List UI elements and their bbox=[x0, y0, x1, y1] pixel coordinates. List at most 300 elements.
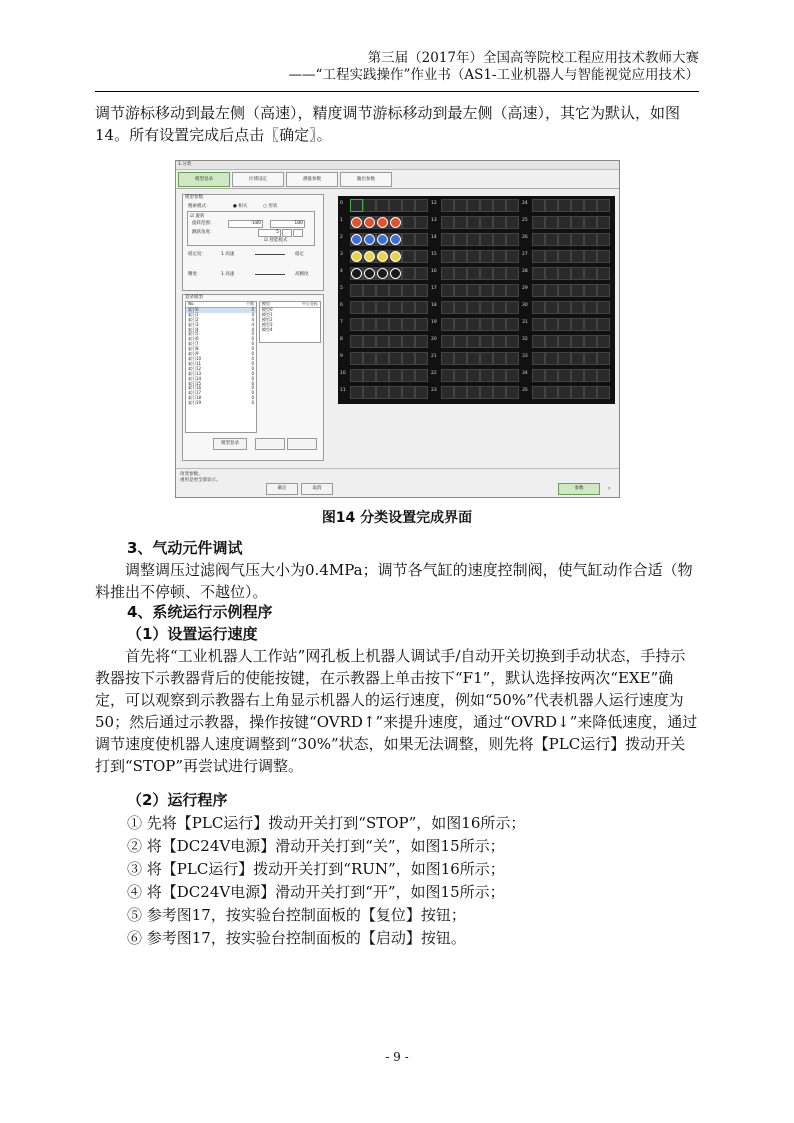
sample-piece-icon bbox=[390, 268, 401, 279]
grid-cell[interactable] bbox=[532, 284, 545, 297]
grid-cell[interactable] bbox=[454, 233, 467, 246]
grid-cell[interactable] bbox=[454, 250, 467, 263]
grid-cell[interactable] bbox=[363, 199, 376, 212]
grid-cell[interactable] bbox=[506, 199, 519, 212]
grid-cell[interactable] bbox=[532, 369, 545, 382]
grid-label: 5 bbox=[340, 286, 343, 291]
grid-cell[interactable] bbox=[402, 233, 415, 246]
index-name: 索引17 bbox=[188, 390, 202, 396]
grid-cell[interactable] bbox=[558, 301, 571, 314]
grid-cell[interactable] bbox=[545, 233, 558, 246]
grid-cell[interactable] bbox=[402, 267, 415, 280]
grid-cell[interactable] bbox=[376, 284, 389, 297]
grid-cell[interactable] bbox=[506, 318, 519, 331]
grid-cell[interactable] bbox=[506, 216, 519, 229]
chevron-right-icon[interactable]: › bbox=[608, 485, 611, 492]
grid-cell[interactable] bbox=[584, 335, 597, 348]
grid-cell[interactable] bbox=[480, 352, 493, 365]
grid-cell[interactable] bbox=[441, 301, 454, 314]
grid-cell[interactable] bbox=[545, 250, 558, 263]
grid-cell[interactable] bbox=[584, 386, 597, 399]
step-5: ⑤ 参考图17，按实验台控制面板的【复位】按钮； bbox=[127, 906, 466, 924]
grid-cell[interactable] bbox=[389, 352, 402, 365]
grid-cell[interactable] bbox=[532, 233, 545, 246]
grid-cell[interactable] bbox=[454, 199, 467, 212]
tab-region-settings[interactable]: 区域设定 bbox=[232, 172, 284, 187]
grid-cell[interactable] bbox=[493, 335, 506, 348]
stability-slider[interactable] bbox=[255, 254, 285, 255]
grid-cell[interactable] bbox=[376, 267, 389, 280]
grid-cell[interactable] bbox=[480, 318, 493, 331]
grid-cell[interactable] bbox=[467, 284, 480, 297]
grid-cell[interactable] bbox=[389, 284, 402, 297]
index-name: 索引16 bbox=[188, 385, 202, 391]
index-name: 索引5 bbox=[188, 331, 199, 337]
grid-cell[interactable] bbox=[584, 284, 597, 297]
grid-label: 10 bbox=[340, 371, 346, 376]
grid-cell[interactable] bbox=[454, 335, 467, 348]
grid-cell[interactable] bbox=[363, 386, 376, 399]
disabled-button-1[interactable] bbox=[255, 438, 285, 450]
grid-cell[interactable] bbox=[454, 369, 467, 382]
tab-measure-params[interactable]: 测量参数 bbox=[286, 172, 338, 187]
grid-cell[interactable] bbox=[350, 216, 363, 229]
rotation-max-field[interactable]: 180 bbox=[270, 220, 305, 228]
grid-cell[interactable] bbox=[467, 369, 480, 382]
sample-piece-icon bbox=[377, 217, 388, 228]
grid-cell[interactable] bbox=[584, 301, 597, 314]
grid-cell[interactable] bbox=[467, 267, 480, 280]
grid-cell[interactable] bbox=[389, 318, 402, 331]
grid-cell[interactable] bbox=[363, 267, 376, 280]
grid-label: 11 bbox=[340, 388, 346, 393]
grid-cell[interactable] bbox=[558, 386, 571, 399]
grid-cell[interactable] bbox=[454, 267, 467, 280]
grid-cell[interactable] bbox=[545, 369, 558, 382]
grid-cell[interactable] bbox=[415, 352, 428, 365]
grid-cell[interactable] bbox=[506, 250, 519, 263]
grid-cell[interactable] bbox=[441, 250, 454, 263]
result-grid bbox=[338, 196, 615, 404]
grid-cell[interactable] bbox=[363, 301, 376, 314]
grid-cell[interactable] bbox=[467, 386, 480, 399]
grid-cell[interactable] bbox=[545, 335, 558, 348]
grid-cell[interactable] bbox=[493, 267, 506, 280]
grid-cell[interactable] bbox=[558, 369, 571, 382]
rotation-label: 旋转 bbox=[195, 214, 205, 219]
grid-cell[interactable] bbox=[467, 352, 480, 365]
grid-cell[interactable] bbox=[350, 267, 363, 280]
grid-label: 18 bbox=[431, 303, 437, 308]
grid-cell[interactable] bbox=[363, 233, 376, 246]
grid-cell[interactable] bbox=[389, 233, 402, 246]
grid-cell[interactable] bbox=[532, 267, 545, 280]
cancel-button[interactable]: 取消 bbox=[301, 483, 333, 495]
grid-cell[interactable] bbox=[480, 335, 493, 348]
grid-cell[interactable] bbox=[558, 233, 571, 246]
grid-cell[interactable] bbox=[493, 216, 506, 229]
index-name: 索引0 bbox=[188, 306, 199, 312]
grid-cell[interactable] bbox=[558, 284, 571, 297]
grid-cell[interactable] bbox=[402, 199, 415, 212]
grid-cell[interactable] bbox=[376, 216, 389, 229]
grid-cell[interactable] bbox=[480, 386, 493, 399]
grid-cell[interactable] bbox=[493, 250, 506, 263]
grid-cell[interactable] bbox=[571, 386, 584, 399]
grid-cell[interactable] bbox=[480, 216, 493, 229]
grid-cell[interactable] bbox=[454, 216, 467, 229]
grid-cell[interactable] bbox=[350, 318, 363, 331]
grid-cell[interactable] bbox=[454, 386, 467, 399]
grid-cell[interactable] bbox=[363, 250, 376, 263]
grid-cell[interactable] bbox=[493, 301, 506, 314]
grid-cell[interactable] bbox=[415, 318, 428, 331]
index-name: 索引14 bbox=[188, 375, 202, 381]
grid-cell[interactable] bbox=[389, 250, 402, 263]
grid-cell[interactable] bbox=[584, 267, 597, 280]
grid-cell[interactable] bbox=[558, 199, 571, 212]
grid-cell[interactable] bbox=[493, 284, 506, 297]
radio-corr[interactable]: ● 相关 bbox=[233, 204, 248, 209]
grid-cell[interactable] bbox=[415, 250, 428, 263]
sample-piece-icon bbox=[351, 217, 362, 228]
grid-cell[interactable] bbox=[441, 216, 454, 229]
grid-cell[interactable] bbox=[584, 233, 597, 246]
model-params-group bbox=[182, 194, 324, 291]
list-item[interactable]: 模型0 bbox=[262, 306, 273, 312]
grid-cell[interactable] bbox=[467, 335, 480, 348]
grid-cell[interactable] bbox=[467, 250, 480, 263]
grid-cell[interactable] bbox=[454, 318, 467, 331]
list-item[interactable]: 模型1 bbox=[262, 311, 273, 317]
grid-cell[interactable] bbox=[480, 250, 493, 263]
list-item[interactable]: 模型3 bbox=[262, 321, 273, 327]
index-count: 0 bbox=[251, 341, 254, 347]
grid-cell[interactable] bbox=[467, 301, 480, 314]
grid-cell[interactable] bbox=[363, 335, 376, 348]
grid-cell[interactable] bbox=[532, 250, 545, 263]
grid-cell[interactable] bbox=[545, 284, 558, 297]
grid-cell[interactable] bbox=[441, 318, 454, 331]
grid-cell[interactable] bbox=[454, 284, 467, 297]
steps-list bbox=[127, 812, 525, 950]
index-count: 0 bbox=[251, 365, 254, 371]
grid-cell[interactable] bbox=[480, 233, 493, 246]
index-count: 0 bbox=[251, 306, 254, 312]
index-count: 0 bbox=[251, 336, 254, 342]
grid-cell[interactable] bbox=[571, 335, 584, 348]
index-name: 索引13 bbox=[188, 370, 202, 376]
grid-cell[interactable] bbox=[571, 352, 584, 365]
grid-cell[interactable] bbox=[389, 386, 402, 399]
grid-cell[interactable] bbox=[376, 301, 389, 314]
grid-cell[interactable] bbox=[415, 216, 428, 229]
grid-cell[interactable] bbox=[376, 352, 389, 365]
grid-cell[interactable] bbox=[402, 335, 415, 348]
grid-cell[interactable] bbox=[467, 199, 480, 212]
sub1-title: （1）设置运行速度 bbox=[127, 625, 258, 643]
grid-cell[interactable] bbox=[597, 335, 610, 348]
grid-cell[interactable] bbox=[350, 369, 363, 382]
grid-cell[interactable] bbox=[415, 199, 428, 212]
tab-output-params[interactable]: 输出参数 bbox=[340, 172, 392, 187]
grid-cell[interactable] bbox=[493, 318, 506, 331]
grid-cell[interactable] bbox=[597, 352, 610, 365]
grid-cell[interactable] bbox=[532, 199, 545, 212]
grid-label: 8 bbox=[340, 337, 343, 342]
rotation-checkbox[interactable]: ☑ 旋转 bbox=[190, 214, 205, 219]
grid-cell[interactable] bbox=[597, 284, 610, 297]
index-name: 索引3 bbox=[188, 321, 199, 327]
grid-cell[interactable] bbox=[558, 216, 571, 229]
next-button[interactable]: 参数 bbox=[558, 483, 600, 495]
grid-cell[interactable] bbox=[493, 233, 506, 246]
index-name: 索引2 bbox=[188, 316, 199, 322]
sample-piece-icon bbox=[390, 251, 401, 262]
grid-cell[interactable] bbox=[597, 301, 610, 314]
grid-cell[interactable] bbox=[506, 267, 519, 280]
grid-cell[interactable] bbox=[350, 335, 363, 348]
grid-cell[interactable] bbox=[376, 318, 389, 331]
grid-cell[interactable] bbox=[350, 386, 363, 399]
grid-cell[interactable] bbox=[532, 216, 545, 229]
radio-shape[interactable]: ○ 形状 bbox=[263, 204, 278, 209]
sub1-text: 首先将“工业机器人工作站”网孔板上机器人调试手/自动开关切换到手动状态，手持示教器按下示教器背后的使能按键，在示教器上单击按下“F1”，默认选择按两次“EXE”确定，可以观察到示教器右上角显示机器人的运行速度，例如“50%”代表机器人运行速度为50；然后通过示教器，操作按键“OVRD↑”来提升速度，通过“OVRD↓”来降低速度，通过调节速度使机器人速度调整到“30%”状态，如果无法调整，则先将【PLC运行】拨动开关打到“STOP”再尝试进行调整。 bbox=[95, 647, 698, 775]
precision-slider[interactable] bbox=[255, 274, 285, 275]
grid-cell[interactable] bbox=[584, 216, 597, 229]
grid-cell[interactable] bbox=[389, 216, 402, 229]
grid-cell[interactable] bbox=[363, 369, 376, 382]
grid-cell[interactable] bbox=[506, 301, 519, 314]
grid-label: 29 bbox=[522, 286, 528, 291]
grid-label: 22 bbox=[431, 371, 437, 376]
sample-piece-icon bbox=[364, 251, 375, 262]
radio-corr-label: 相关 bbox=[238, 204, 248, 209]
index-count: 0 bbox=[251, 360, 254, 366]
grid-cell[interactable] bbox=[571, 250, 584, 263]
grid-cell[interactable] bbox=[597, 199, 610, 212]
smart-mode-label: 智能模式 bbox=[269, 238, 288, 243]
grid-label: 25 bbox=[522, 218, 528, 223]
grid-label: 35 bbox=[522, 388, 528, 393]
grid-cell[interactable] bbox=[545, 352, 558, 365]
grid-cell[interactable] bbox=[532, 335, 545, 348]
grid-cell[interactable] bbox=[480, 199, 493, 212]
index-count: 0 bbox=[251, 355, 254, 361]
grid-cell[interactable] bbox=[506, 335, 519, 348]
model-list[interactable] bbox=[259, 301, 321, 343]
grid-cell[interactable] bbox=[584, 352, 597, 365]
grid-cell[interactable] bbox=[532, 301, 545, 314]
grid-cell[interactable] bbox=[441, 369, 454, 382]
list-item[interactable] bbox=[186, 401, 256, 406]
grid-cell[interactable] bbox=[584, 369, 597, 382]
grid-cell[interactable] bbox=[597, 267, 610, 280]
increment-icon[interactable] bbox=[293, 229, 303, 237]
grid-cell[interactable] bbox=[532, 386, 545, 399]
grid-cell[interactable] bbox=[363, 284, 376, 297]
grid-cell[interactable] bbox=[571, 199, 584, 212]
grid-cell[interactable] bbox=[571, 284, 584, 297]
grid-cell[interactable] bbox=[441, 386, 454, 399]
grid-cell[interactable] bbox=[402, 386, 415, 399]
grid-cell[interactable] bbox=[402, 250, 415, 263]
grid-cell[interactable] bbox=[415, 301, 428, 314]
grid-cell[interactable] bbox=[454, 301, 467, 314]
grid-cell[interactable] bbox=[506, 369, 519, 382]
grid-cell[interactable] bbox=[415, 284, 428, 297]
col-center: 中心坐标 bbox=[302, 301, 318, 306]
grid-cell[interactable] bbox=[402, 301, 415, 314]
grid-cell[interactable] bbox=[545, 216, 558, 229]
grid-cell[interactable] bbox=[415, 335, 428, 348]
grid-cell[interactable] bbox=[571, 233, 584, 246]
grid-cell[interactable] bbox=[402, 216, 415, 229]
grid-cell[interactable] bbox=[597, 318, 610, 331]
grid-cell[interactable] bbox=[571, 369, 584, 382]
grid-cell[interactable] bbox=[545, 318, 558, 331]
grid-cell[interactable] bbox=[402, 369, 415, 382]
grid-cell[interactable] bbox=[415, 267, 428, 280]
grid-label: 32 bbox=[522, 337, 528, 342]
grid-cell[interactable] bbox=[532, 352, 545, 365]
grid-cell[interactable] bbox=[558, 318, 571, 331]
grid-cell[interactable] bbox=[571, 301, 584, 314]
grid-cell[interactable] bbox=[571, 216, 584, 229]
sample-piece-icon bbox=[377, 234, 388, 245]
grid-cell[interactable] bbox=[493, 386, 506, 399]
grid-label: 21 bbox=[431, 354, 437, 359]
grid-cell[interactable] bbox=[480, 369, 493, 382]
index-name: 索引11 bbox=[188, 360, 202, 366]
grid-cell[interactable] bbox=[584, 199, 597, 212]
grid-cell[interactable] bbox=[545, 386, 558, 399]
ok-button[interactable]: 确定 bbox=[266, 483, 298, 495]
grid-cell[interactable] bbox=[480, 301, 493, 314]
grid-cell[interactable] bbox=[389, 335, 402, 348]
grid-cell[interactable] bbox=[363, 216, 376, 229]
grid-cell[interactable] bbox=[363, 352, 376, 365]
grid-cell[interactable] bbox=[376, 199, 389, 212]
grid-cell[interactable] bbox=[402, 284, 415, 297]
grid-cell[interactable] bbox=[350, 301, 363, 314]
list-item[interactable]: 模型2 bbox=[262, 316, 273, 322]
grid-cell[interactable] bbox=[350, 199, 363, 212]
grid-cell[interactable] bbox=[376, 335, 389, 348]
grid-cell[interactable] bbox=[441, 267, 454, 280]
grid-cell[interactable] bbox=[597, 386, 610, 399]
grid-cell[interactable] bbox=[493, 352, 506, 365]
grid-cell[interactable] bbox=[558, 267, 571, 280]
grid-cell[interactable] bbox=[558, 335, 571, 348]
intro-paragraph: 调节游标移动到最左侧（高速），精度调节游标移动到最左侧（高速），其它为默认，如图14。所有设置完成后点击〖确定〗。 bbox=[95, 104, 681, 144]
grid-cell[interactable] bbox=[454, 352, 467, 365]
grid-cell[interactable] bbox=[571, 267, 584, 280]
grid-cell[interactable] bbox=[597, 216, 610, 229]
stability-label: 稳定度： bbox=[188, 252, 206, 257]
grid-cell[interactable] bbox=[545, 267, 558, 280]
grid-cell[interactable] bbox=[584, 250, 597, 263]
grid-cell[interactable] bbox=[493, 199, 506, 212]
grid-cell[interactable] bbox=[389, 301, 402, 314]
grid-cell[interactable] bbox=[441, 199, 454, 212]
grid-cell[interactable] bbox=[376, 386, 389, 399]
step-4: ④ 将【DC24V电源】滑动开关打到“开”，如图15所示； bbox=[127, 883, 505, 901]
sub2-title: （2）运行程序 bbox=[127, 791, 228, 809]
grid-cell[interactable] bbox=[493, 369, 506, 382]
grid-cell[interactable] bbox=[350, 233, 363, 246]
grid-label: 16 bbox=[431, 269, 437, 274]
grid-cell[interactable] bbox=[350, 352, 363, 365]
grid-cell[interactable] bbox=[415, 369, 428, 382]
grid-cell[interactable] bbox=[597, 250, 610, 263]
grid-cell[interactable] bbox=[467, 318, 480, 331]
grid-cell[interactable] bbox=[597, 233, 610, 246]
grid-cell[interactable] bbox=[480, 267, 493, 280]
grid-cell[interactable] bbox=[402, 318, 415, 331]
grid-cell[interactable] bbox=[545, 199, 558, 212]
tab-model-register[interactable]: 模型登录 bbox=[178, 172, 230, 187]
grid-cell[interactable] bbox=[441, 335, 454, 348]
model-register-button[interactable]: 模型登录 bbox=[213, 438, 247, 450]
stability-left-label: 1 高速 bbox=[221, 252, 235, 257]
grid-label: 27 bbox=[522, 252, 528, 257]
grid-cell[interactable] bbox=[571, 318, 584, 331]
grid-cell[interactable] bbox=[584, 318, 597, 331]
index-list[interactable] bbox=[185, 301, 257, 433]
grid-cell[interactable] bbox=[467, 233, 480, 246]
grid-cell[interactable] bbox=[350, 250, 363, 263]
index-count: 0 bbox=[251, 331, 254, 337]
grid-cell[interactable] bbox=[558, 250, 571, 263]
grid-cell[interactable] bbox=[376, 369, 389, 382]
list-item[interactable]: 模型4 bbox=[262, 326, 273, 332]
grid-cell[interactable] bbox=[389, 369, 402, 382]
rotation-min-field[interactable]: -180 bbox=[228, 220, 263, 228]
grid-cell[interactable] bbox=[402, 352, 415, 365]
sample-piece-icon bbox=[377, 268, 388, 279]
grid-label: 6 bbox=[340, 303, 343, 308]
grid-cell[interactable] bbox=[441, 233, 454, 246]
grid-cell[interactable] bbox=[376, 250, 389, 263]
grid-cell[interactable] bbox=[506, 284, 519, 297]
disabled-button-2[interactable] bbox=[287, 438, 317, 450]
grid-cell[interactable] bbox=[350, 284, 363, 297]
grid-cell[interactable] bbox=[389, 199, 402, 212]
grid-cell[interactable] bbox=[389, 267, 402, 280]
grid-cell[interactable] bbox=[506, 352, 519, 365]
grid-cell[interactable] bbox=[597, 369, 610, 382]
grid-cell[interactable] bbox=[558, 352, 571, 365]
grid-cell[interactable] bbox=[506, 233, 519, 246]
grid-cell[interactable] bbox=[415, 386, 428, 399]
skip-angle-field[interactable]: 5 bbox=[258, 229, 281, 237]
grid-cell[interactable] bbox=[545, 301, 558, 314]
grid-cell[interactable] bbox=[532, 318, 545, 331]
grid-cell[interactable] bbox=[441, 284, 454, 297]
decrement-icon[interactable] bbox=[282, 229, 292, 237]
grid-cell[interactable] bbox=[467, 216, 480, 229]
grid-cell[interactable] bbox=[441, 352, 454, 365]
grid-cell[interactable] bbox=[480, 284, 493, 297]
grid-cell[interactable] bbox=[415, 233, 428, 246]
smart-mode-checkbox[interactable]: ☑ 智能模式 bbox=[264, 238, 288, 243]
grid-cell[interactable] bbox=[376, 233, 389, 246]
grid-cell[interactable] bbox=[363, 318, 376, 331]
sample-piece-icon bbox=[351, 251, 362, 262]
grid-cell[interactable] bbox=[506, 386, 519, 399]
col-count: 个数 bbox=[246, 301, 254, 306]
